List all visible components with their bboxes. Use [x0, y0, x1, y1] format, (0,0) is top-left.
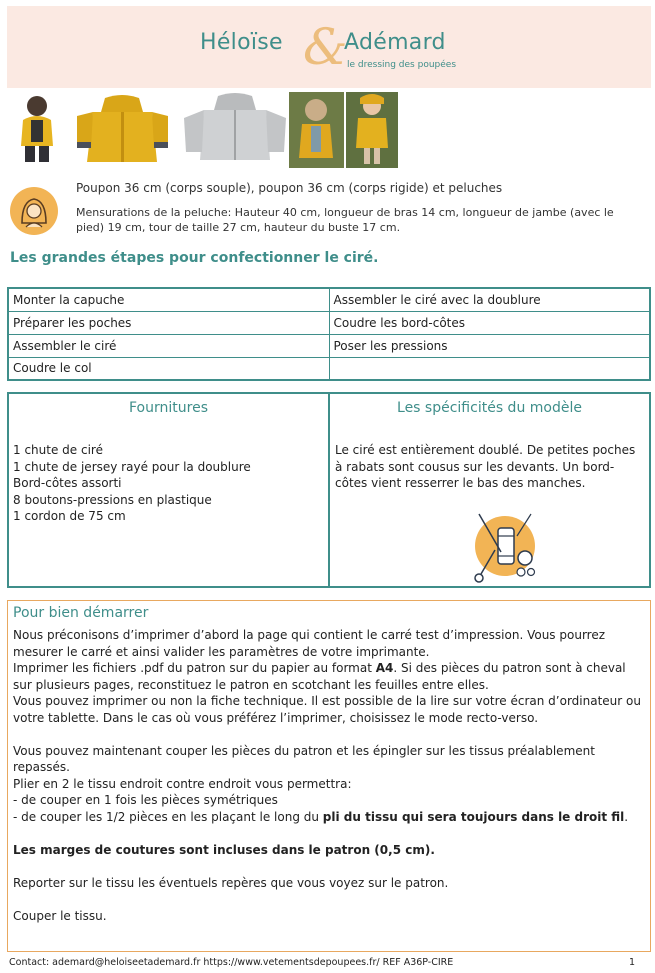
paragraph-print-format — [13, 660, 645, 693]
specs-column — [330, 394, 649, 586]
doll-model-icon — [10, 187, 58, 235]
paper-format: A4 — [375, 661, 394, 675]
seam-allowance-note: Les marges de coutures sont incluses dans le patron (0,5 cm). — [13, 842, 435, 857]
list-item: 1 chute de ciré — [13, 443, 103, 457]
footer-contact: Contact: ademard@heloiseetademard.fr https://www.vetementsdepoupees.fr/ REF A36P-CIRE — [9, 957, 454, 968]
photo-doll-in-raincoat — [9, 92, 65, 168]
step-cell: Préparer les poches — [8, 311, 329, 334]
supplies-column — [9, 394, 330, 586]
page-footer — [9, 957, 635, 968]
table-row — [8, 334, 650, 357]
text-span: . — [624, 809, 629, 824]
fold-grain-note: pli du tissu qui sera toujours dans le droit fil — [322, 809, 625, 824]
step-cell: Poser les pressions — [329, 334, 650, 357]
brand-name-left: Héloïse — [200, 30, 283, 55]
step-cell: Coudre le col — [8, 357, 329, 380]
step-cell: Assembler le ciré — [8, 334, 329, 357]
photo-yellow-raincoat — [75, 92, 170, 168]
text-span: . Si des pièces du patron sont à cheval sur plusieurs pages, reconstituez le patron en scotchant les feuilles entre elles. — [13, 661, 626, 692]
table-row — [8, 357, 650, 380]
step-cell: Monter la capuche — [8, 288, 329, 311]
step-cell — [329, 357, 650, 380]
model-photos — [9, 92, 409, 170]
paragraph-cut-fabric: Couper le tissu. — [13, 908, 107, 923]
doll-face-icon — [10, 187, 58, 235]
list-item: - de couper en 1 fois les pièces symétriques — [13, 793, 278, 807]
paragraph-fold-fabric: Plier en 2 le tissu endroit contre endroit vous permettra: — [13, 776, 352, 791]
list-item: Bord-côtes assorti — [13, 476, 122, 490]
specs-text: Le ciré est entièrement doublé. De petites poches à rabats sont cousus sur les devants. Un bord-côtes vient resserrer le bas des manches. — [335, 443, 636, 490]
photo-teddy-bear — [289, 92, 344, 168]
photo-grey-lining — [180, 92, 290, 168]
text-span: - de couper les 1/2 pièces en les plaçant le long du — [13, 809, 323, 824]
list-item: 1 chute de jersey rayé pour la doublure — [13, 459, 251, 474]
step-cell: Assembler le ciré avec la doublure — [329, 288, 650, 311]
photo-doll-girl — [346, 92, 398, 168]
list-item: 1 cordon de 75 cm — [13, 509, 126, 523]
getting-started-title: Pour bien démarrer — [13, 605, 149, 621]
step-cell: Coudre les bord-côtes — [329, 311, 650, 334]
getting-started-box — [7, 600, 651, 952]
brand-tagline: le dressing des poupées — [347, 60, 457, 70]
supplies-list — [13, 442, 251, 525]
brand-name-right: Adémard — [344, 30, 446, 55]
steps-table — [7, 287, 651, 381]
plush-measurements: Mensurations de la peluche: Hauteur 40 cm, longueur de bras 14 cm, longueur de jambe (avec le pied) 19 cm, tour de taille 27 cm, hauteur du buste 17 cm. — [76, 206, 614, 234]
paragraph-cut-pieces: Vous pouvez maintenant couper les pièces du patron et les épingler sur les tissus préalablement repassés. — [13, 743, 595, 774]
paragraph-print-test: Nous préconisons d’imprimer d’abord la page qui contient le carré test d’impression. Vous pourrez mesurer le carré et ainsi valider les paramètres de votre imprimante. — [13, 628, 606, 659]
specs-title: Les spécificités du modèle — [397, 400, 582, 416]
supplies-box — [7, 392, 651, 588]
brand-ampersand: & — [303, 18, 348, 76]
supplies-title: Fournitures — [129, 400, 208, 416]
list-item: 8 boutons-pressions en plastique — [13, 492, 212, 507]
steps-title: Les grandes étapes pour confectionner le ciré. — [10, 250, 379, 266]
sewing-kit-icon — [465, 506, 545, 586]
page-header — [7, 6, 651, 88]
list-item — [13, 809, 645, 826]
page-number: 1 — [628, 957, 635, 968]
paragraph-marks: Reporter sur le tissu les éventuels repères que vous voyez sur le patron. — [13, 875, 449, 890]
brand-logo — [197, 18, 477, 82]
paragraph-technical-sheet: Vous pouvez imprimer ou non la fiche technique. Il est possible de la lire sur votre écran d’ordinateur ou votre tablette. Dans le cas où vous préférez l’imprimer, choisissez le mode recto-verso. — [13, 694, 641, 725]
table-row — [8, 311, 650, 334]
text-span: Imprimer les fichiers .pdf du patron sur du papier au format — [13, 661, 376, 675]
model-sizes: Poupon 36 cm (corps souple), poupon 36 cm (corps rigide) et peluches — [76, 181, 503, 195]
table-row — [8, 288, 650, 311]
